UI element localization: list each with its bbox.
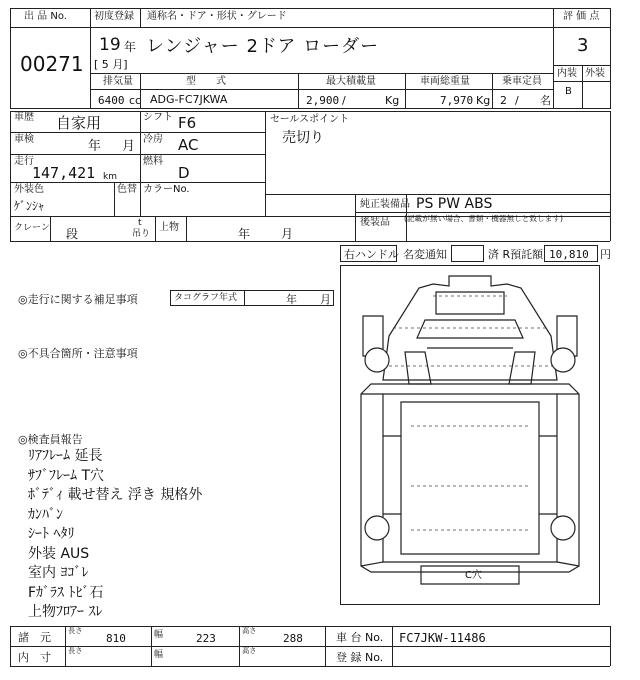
- name-change-label: 名変通知: [403, 248, 447, 261]
- aftermarket-note: (記載が無い場合、書類・機器無しと致します): [404, 215, 563, 224]
- chassis-no: FC7JKW-11486: [399, 631, 486, 645]
- model: ADG-FC7JKWA: [150, 93, 228, 106]
- upper-month: 月: [281, 227, 294, 241]
- inspection-year: 年: [88, 139, 102, 154]
- model-label: 型 式: [186, 76, 226, 87]
- ext-color-label: 外装色: [14, 184, 44, 195]
- frame-top: [10, 8, 610, 9]
- exterior-grade-label: 外装: [585, 68, 605, 79]
- inspection-month: 月: [122, 139, 136, 154]
- sales-point-label: セールスポイント: [270, 114, 350, 125]
- mileage-unit: km: [103, 172, 117, 182]
- crane-steps: 段: [66, 227, 79, 241]
- inspector-item: ﾘｱﾌﾚｰﾑ 延長: [28, 448, 103, 464]
- inspection-label: 車検: [14, 134, 34, 145]
- inspector-item: 外装 AUS: [28, 545, 90, 562]
- capacity-sep: /: [515, 94, 519, 107]
- chassis-label: 車 台 No.: [336, 631, 384, 644]
- crane-hoist: 吊り: [132, 229, 151, 239]
- color-no-label: カラーNo.: [143, 184, 190, 195]
- gross-weight: 7,970: [440, 94, 474, 107]
- interior-grade: B: [565, 86, 572, 97]
- ac: AC: [178, 136, 199, 154]
- capacity-unit: 名: [540, 94, 551, 107]
- crane-label: クレーン: [14, 223, 50, 233]
- displacement-unit: cc: [129, 94, 142, 107]
- capacity: 2: [500, 94, 507, 107]
- ac-label: 冷房: [143, 134, 163, 145]
- truck-outline-diagram: [341, 266, 599, 604]
- tacho-label: タコグラフ年式: [174, 293, 238, 303]
- width-label: 幅: [154, 630, 164, 640]
- inspector-item: ｶﾝﾊﾞﾝ: [28, 506, 63, 523]
- upper-year: 年: [238, 227, 251, 241]
- defects-label: ◎不具合箇所・注意事項: [18, 347, 138, 360]
- tacho-month: 月: [320, 293, 331, 306]
- recycle-amount: 10,810: [549, 248, 589, 261]
- interior-grade-label: 内装: [557, 68, 577, 79]
- recycle-unit: 円: [600, 248, 611, 261]
- first-reg-label: 初度登録: [94, 11, 134, 22]
- max-load-sep: /: [342, 94, 346, 107]
- shift: F6: [178, 114, 197, 132]
- fuel: D: [178, 164, 190, 182]
- max-load: 2,900: [306, 94, 340, 107]
- first-reg-year-unit: 年: [124, 40, 137, 54]
- upper-label: 上物: [159, 222, 179, 233]
- inspector-item: ﾎﾞﾃﾞｨ 載せ替え 浮き 規格外: [28, 487, 203, 503]
- max-load-unit: Kg: [385, 94, 400, 107]
- history-label: 車歴: [14, 112, 34, 123]
- steering: 右ハンドル: [344, 248, 399, 261]
- equipment-label: 純正装備品: [360, 199, 410, 210]
- inspector-item: ｼｰﾄ ﾍﾀﾘ: [28, 526, 75, 542]
- aftermarket-label: 後装品: [360, 217, 390, 228]
- rear-mark: C穴: [465, 570, 482, 581]
- overall-grade: 3: [577, 35, 589, 56]
- name-label: 通称名・ドア・形状・グレード: [147, 11, 287, 22]
- length-value: 810: [106, 632, 126, 645]
- exhibit-no: 00271: [20, 52, 84, 76]
- capacity-label: 乗車定員: [502, 76, 542, 87]
- displacement: 6400: [98, 94, 125, 107]
- width-value: 223: [196, 632, 216, 645]
- shift-label: シフト: [143, 112, 173, 123]
- frame-header-bottom: [10, 108, 610, 109]
- inspector-item: ｻﾌﾞﾌﾚｰﾑ T穴: [28, 467, 105, 484]
- car-name: レンジャー 2ドア ローダー: [146, 36, 380, 57]
- width-label-inner: 幅: [154, 650, 164, 660]
- crane-ton: t: [138, 218, 142, 228]
- inspector-item: 上物ﾌﾛｱｰ ｽﾚ: [28, 604, 103, 620]
- gross-weight-label: 車両総重量: [420, 76, 470, 87]
- driving-notes-label: ◎走行に関する補足事項: [18, 293, 138, 306]
- height-label-inner: 高さ: [242, 647, 257, 656]
- height-label: 高さ: [242, 627, 257, 636]
- max-load-label: 最大積載量: [326, 76, 376, 87]
- sales-point: 売切り: [282, 130, 324, 146]
- first-reg-year: 19: [99, 35, 121, 55]
- inspector-item: 室内 ﾖｺﾞﾚ: [28, 565, 89, 581]
- fuel-label: 燃料: [143, 156, 163, 167]
- damage-diagram: [340, 265, 600, 605]
- tacho-year: 年: [286, 293, 297, 306]
- first-reg-month: [ 5 月]: [94, 58, 128, 71]
- recycle-label: 済 R預託額: [488, 248, 544, 261]
- mileage-label: 走行: [14, 156, 34, 167]
- inspector-item: Fｶﾞﾗｽ ﾄﾋﾞ石: [28, 584, 104, 601]
- inspector-label: ◎検査員報告: [18, 433, 83, 446]
- inner-dims-label: 内 寸: [18, 651, 51, 664]
- exhibit-no-label: 出 品 No.: [24, 11, 67, 22]
- height-value: 288: [283, 632, 303, 645]
- reg-no-label: 登 録 No.: [336, 651, 384, 664]
- history: 自家用: [56, 114, 102, 132]
- name-change-box: [451, 245, 484, 262]
- length-label-inner: 長さ: [68, 647, 83, 656]
- grade-label: 評 価 点: [563, 11, 600, 22]
- ext-color: ｹﾞﾝｼｬ: [14, 199, 45, 213]
- specs-label: 諸 元: [18, 631, 51, 644]
- color-change-label: 色替: [117, 184, 137, 195]
- displacement-label: 排気量: [103, 76, 133, 87]
- gross-weight-unit: Kg: [476, 94, 491, 107]
- mileage: 147,421: [32, 164, 96, 182]
- frame-right: [610, 8, 611, 109]
- equipment: PS PW ABS: [416, 196, 493, 212]
- length-label: 長さ: [68, 627, 83, 636]
